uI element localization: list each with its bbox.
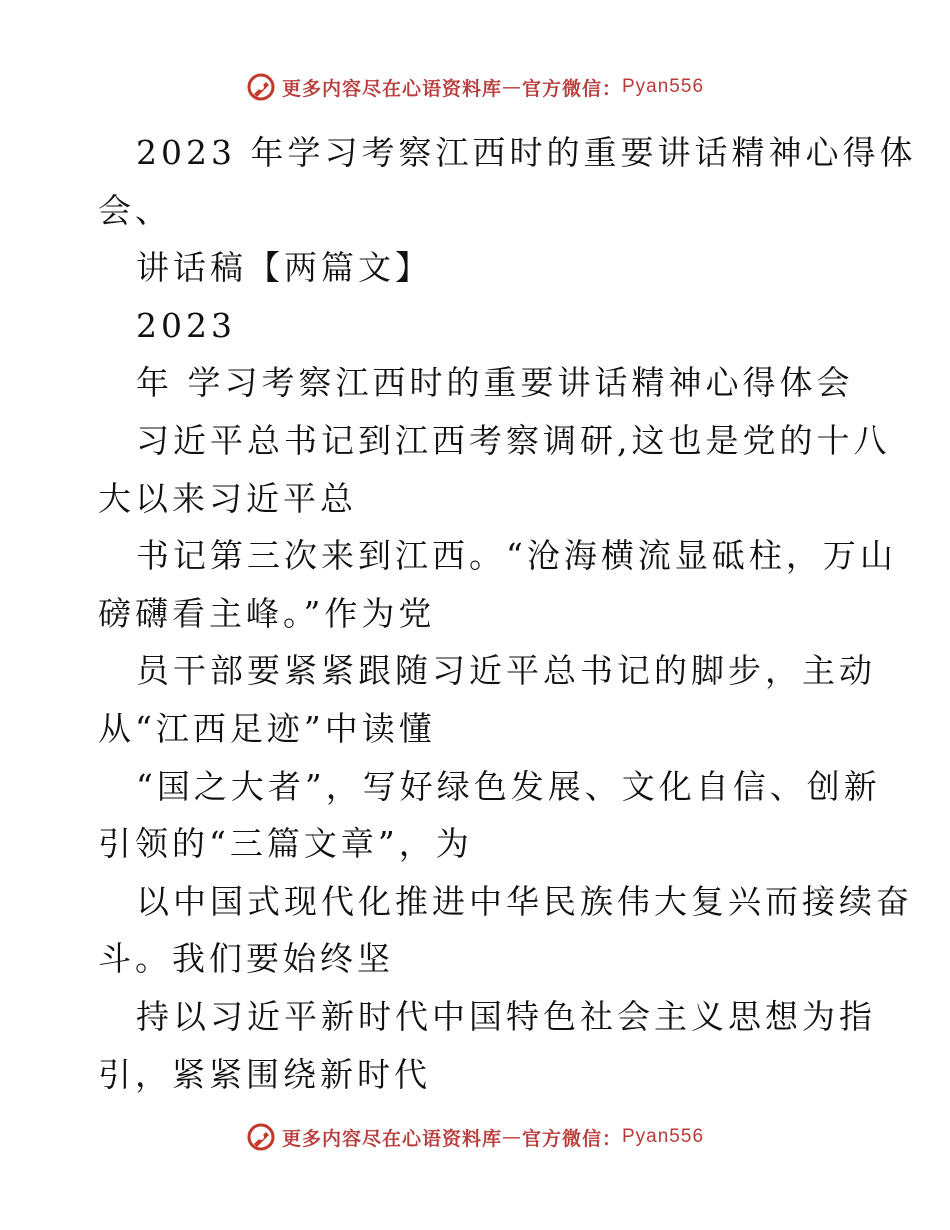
text-line: “国之大者”，写好绿色发展、文化自信、创新	[136, 766, 881, 806]
text-line: 员干部要紧紧跟随习近平总书记的脚步，主动	[136, 651, 876, 691]
text-line: 讲话稿【两篇文】	[136, 248, 432, 288]
logo-icon	[246, 1122, 276, 1152]
text-line: 以中国式现代化推进中华民族伟大复兴而接续奋	[136, 881, 913, 921]
watermark-text: 更多内容尽在心语资料库	[281, 77, 502, 100]
text-line: 从“江西足迹”中读懂	[98, 708, 436, 748]
watermark-handle: Pyan556	[622, 76, 705, 97]
text-line: 引领的“三篇文章”，为	[98, 824, 473, 864]
watermark-text: 更多内容尽在心语资料库	[281, 1127, 502, 1150]
document-body	[98, 124, 917, 1103]
text-line: 习近平总书记到江西考察调研,这也是党的十八	[136, 420, 891, 460]
watermark-dash: —	[501, 76, 522, 98]
watermark-dash: —	[501, 1126, 522, 1148]
text-line: 2023	[136, 305, 236, 345]
text-line: 磅礴看主峰。”作为党	[98, 593, 436, 633]
watermark-handle: Pyan556	[622, 1126, 705, 1147]
text-line: 大以来习近平总	[98, 478, 357, 518]
footer-watermark	[0, 1122, 950, 1152]
text-line: 会、	[98, 190, 172, 230]
text-line: 引，紧紧围绕新时代	[98, 1054, 431, 1094]
header-watermark	[0, 72, 950, 102]
text-line: 2023 年学习考察江西时的重要讲话精神心得体	[136, 133, 917, 172]
text-line: 斗。我们要始终坚	[98, 939, 394, 979]
text-line: 书记第三次来到江西。“沧海横流显砥柱，万山	[136, 536, 897, 576]
watermark-official: 官方微信：	[521, 77, 622, 100]
logo-icon	[246, 72, 276, 102]
text-line: 持以习近平新时代中国特色社会主义思想为指	[136, 996, 876, 1036]
watermark-official: 官方微信：	[521, 1127, 622, 1150]
text-line: 年 学习考察江西时的重要讲话精神心得体会	[136, 363, 854, 403]
